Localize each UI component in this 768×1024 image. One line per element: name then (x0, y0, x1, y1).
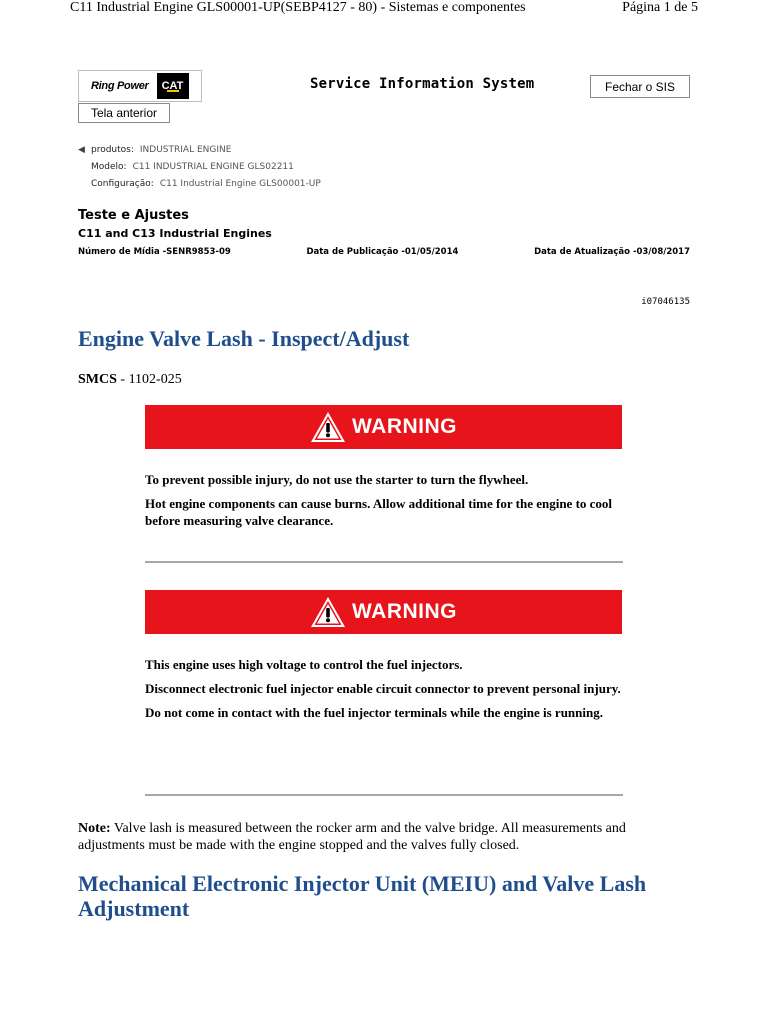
document-id: i07046135 (641, 297, 690, 307)
warning-paragraph: Do not come in contact with the fuel injector terminals while the engine is running. (145, 705, 603, 720)
breadcrumb-products-value[interactable]: INDUSTRIAL ENGINE (139, 145, 232, 155)
section-title: Engine Valve Lash - Inspect/Adjust (78, 326, 410, 351)
breadcrumb (78, 142, 321, 193)
warning-label: WARNING (352, 415, 457, 438)
print-header (70, 0, 698, 18)
warning-paragraph: Disconnect electronic fuel injector enable circuit connector to prevent personal injury. (145, 681, 621, 696)
smcs-value: - 1102-025 (116, 372, 182, 387)
smcs-code (78, 372, 182, 388)
media-number: Número de Mídia -SENR9853-09 (78, 247, 231, 257)
warning-text (145, 656, 625, 728)
cat-logo-icon: CAT (157, 73, 189, 99)
note-label: Note: (78, 821, 111, 836)
breadcrumb-model (78, 159, 321, 176)
divider (145, 794, 623, 796)
back-arrow-icon[interactable]: ◀︎ (78, 145, 85, 155)
print-header-title: C11 Industrial Engine GLS00001-UP(SEBP4127 - 80) - Sistemas e componentes (70, 0, 526, 15)
document-meta (78, 247, 690, 257)
warning-paragraph: Hot engine components can cause burns. Allow additional time for the engine to cool before measuring valve clearance. (145, 496, 613, 528)
app-title: Service Information System (310, 76, 535, 92)
warning-triangle-icon (310, 411, 346, 443)
note-text: Valve lash is measured between the rocker arm and the valve bridge. All measurements and adjustments must be made with the engine stopped and the valves fully closed. (78, 821, 626, 853)
breadcrumb-config-label: Configuração: (91, 179, 154, 189)
close-sis-button[interactable]: Fechar o SIS (590, 75, 690, 98)
document-subtitle: C11 and C13 Industrial Engines (78, 227, 272, 240)
divider (145, 561, 623, 563)
breadcrumb-model-label: Modelo: (91, 162, 127, 172)
breadcrumb-products-label: produtos: (91, 145, 134, 155)
note (78, 820, 693, 854)
update-date: Data de Atualização -03/08/2017 (534, 247, 690, 257)
subsection-title: Mechanical Electronic Injector Unit (MEIU) and Valve Lash Adjustment (78, 871, 647, 921)
smcs-label: SMCS (78, 372, 117, 387)
warning-paragraph: This engine uses high voltage to control the fuel injectors. (145, 657, 463, 672)
warning-banner (145, 405, 622, 449)
dealer-logo (78, 70, 202, 102)
warning-text (145, 471, 625, 536)
breadcrumb-model-value[interactable]: C11 INDUSTRIAL ENGINE GLS02211 (132, 162, 294, 172)
back-button[interactable]: Tela anterior (78, 103, 170, 123)
breadcrumb-products[interactable] (78, 142, 321, 159)
publication-date: Data de Publicação -01/05/2014 (306, 247, 459, 257)
warning-paragraph: To prevent possible injury, do not use the starter to turn the flywheel. (145, 472, 529, 487)
warning-banner (145, 590, 622, 634)
warning-triangle-icon (310, 596, 346, 628)
warning-label: WARNING (352, 600, 457, 623)
print-header-page: Página 1 de 5 (622, 0, 698, 15)
breadcrumb-config-value: C11 Industrial Engine GLS00001-UP (159, 179, 321, 189)
dealer-name: Ring Power (91, 80, 149, 92)
document-type: Teste e Ajustes (78, 208, 189, 223)
breadcrumb-config (78, 176, 321, 193)
